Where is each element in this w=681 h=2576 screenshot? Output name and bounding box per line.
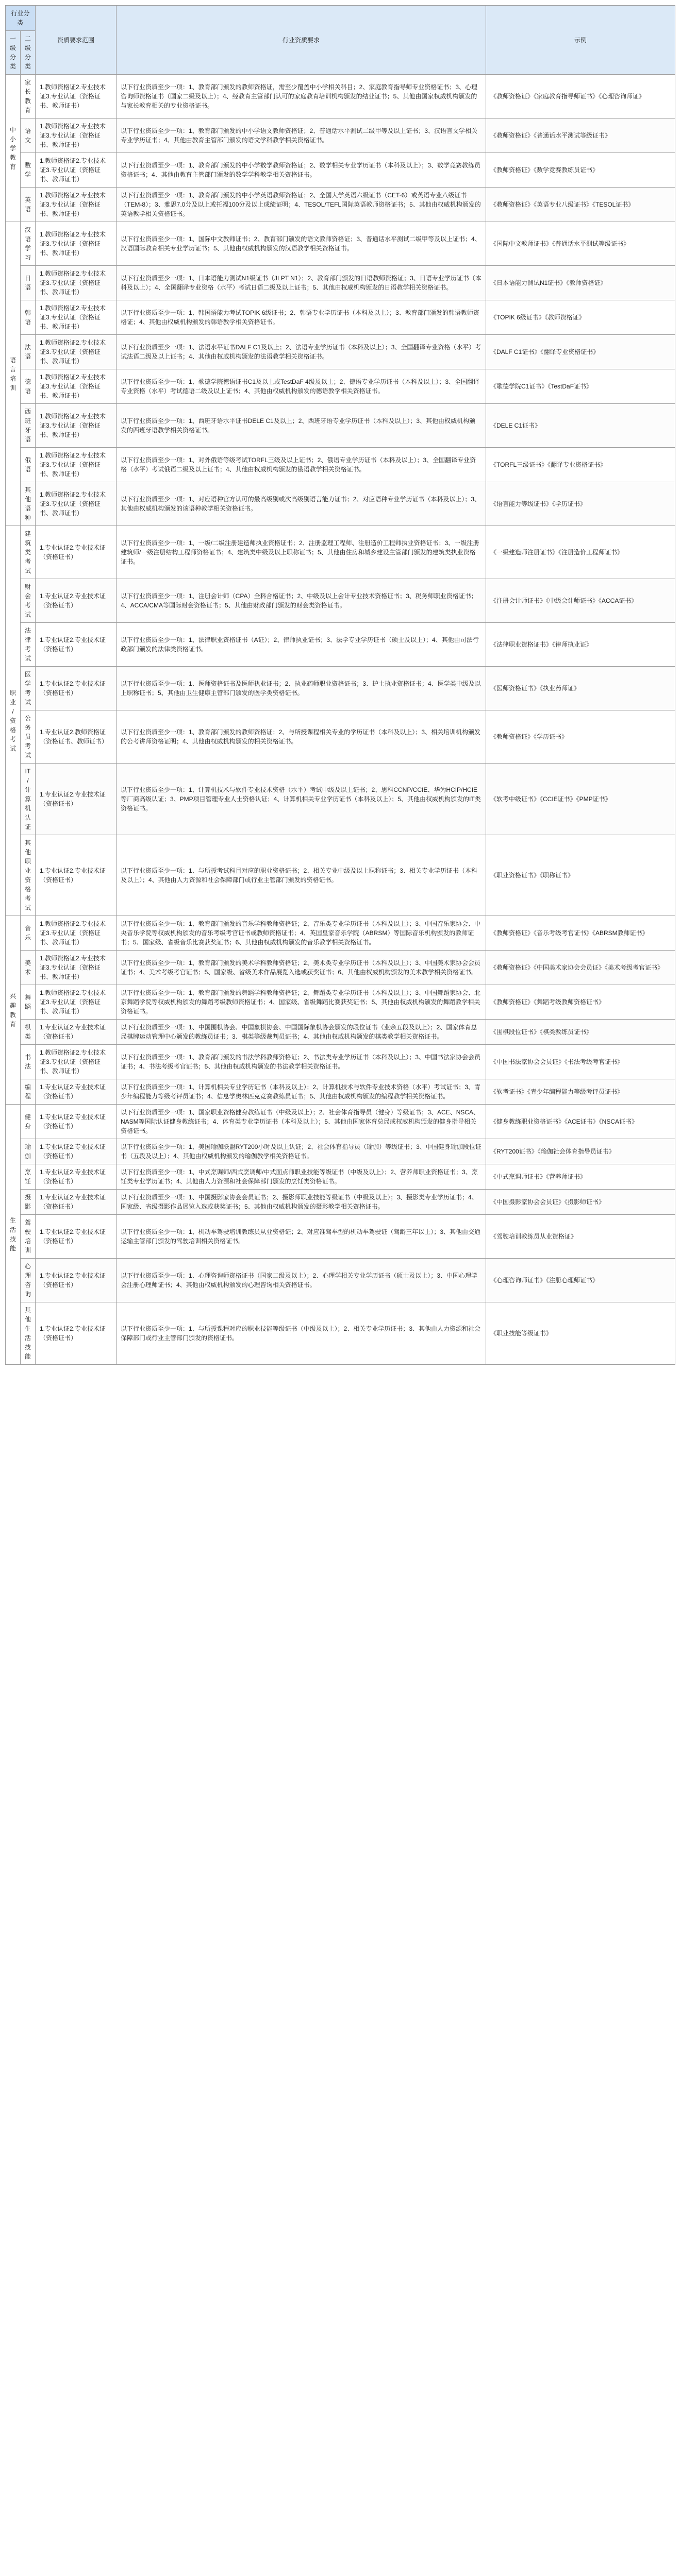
- table-row: [6, 1020, 675, 1045]
- category-group-header: 行业分类: [6, 6, 36, 31]
- requirement-cell: 1.专业认证2.专业技术证（资格证书）: [36, 764, 117, 835]
- standard-cell: 以下行业资质至少一项：1、教育部门颁发的美术学科教师资格证；2、美术类专业学历证书（本科及以上）；3、中国美术家协会会员证书；4、美术考级考官证书；5、国家级、省级美术作品展览入选或获奖证书；6、其他由权威机构颁发的美术教学相关资格证书。: [117, 951, 486, 985]
- standard-cell: 以下行业资质至少一项：1、教育部门颁发的教师资格证，需至少覆盖中小学相关科目；2、家庭教育指导师专业资格证书；3、心理咨询师资格证书（国家二级及以上）；4、经教育主管部门认可的家庭教育培训机构颁发的结业证书；5、其他由国家权威机构颁发的与家长教育相关的专业资格证书。: [117, 75, 486, 118]
- standard-cell: 以下行业资质至少一项：1、与所授课程对应的职业技能等级证书（中级及以上）；2、相关专业学历证书；3、其他由人力资源和社会保障部门或行业主管部门颁发的资格证书。: [117, 1302, 486, 1365]
- requirement-cell: 1.教师资格证2.专业技术证3.专业认证（资格证书、教师证书）: [36, 335, 117, 369]
- example-cell: 《DALF C1证书》《翻译专业资格证书》: [486, 335, 675, 369]
- table-row: [6, 188, 675, 222]
- example-header: 示例: [486, 6, 675, 75]
- example-cell: 《教师资格证》《数学竞赛教练员证书》: [486, 153, 675, 188]
- requirement-cell: 1.教师资格证2.专业技术证3.专业认证（资格证书、教师证书）: [36, 448, 117, 482]
- level2-category: 法律考试: [21, 623, 36, 667]
- table-row: [6, 1164, 675, 1190]
- level2-category: 医学考试: [21, 667, 36, 710]
- requirement-cell: 1.专业认证2.专业技术证（资格证书）: [36, 1105, 117, 1139]
- example-cell: 《一级建造师注册证书》《注册造价工程师证书》: [486, 526, 675, 579]
- level2-category: 家长教育: [21, 75, 36, 118]
- qualification-table: [5, 5, 675, 1365]
- standard-cell: 以下行业资质至少一项：1、西班牙语水平证书DELE C1及以上；2、西班牙语专业学历证书（本科及以上）；3、其他由权威机构颁发的西班牙语教学相关资格证书。: [117, 404, 486, 448]
- table-row: [6, 1105, 675, 1139]
- requirement-cell: 1.专业认证2.专业技术证（资格证书）: [36, 526, 117, 579]
- requirement-cell: 1.专业认证2.专业技术证（资格证书）: [36, 667, 117, 710]
- standard-header: 行业资质要求: [117, 6, 486, 75]
- level2-category: 数学: [21, 153, 36, 188]
- level2-category: 驾驶培训: [21, 1215, 36, 1259]
- table-row: [6, 153, 675, 188]
- level2-category: 其他语种: [21, 482, 36, 526]
- example-cell: 《职业技能等级证书》: [486, 1302, 675, 1365]
- table-row: [6, 835, 675, 916]
- table-row: [6, 118, 675, 153]
- level1-category: 兴趣教育: [6, 916, 21, 1105]
- requirement-cell: 1.教师资格证2.专业技术证3.专业认证（资格证书、教师证书）: [36, 118, 117, 153]
- table-row: [6, 369, 675, 404]
- level1-header: 一级分类: [6, 31, 21, 75]
- example-cell: 《中式烹调师证书》《营养师证书》: [486, 1164, 675, 1190]
- table-row: [6, 951, 675, 985]
- level2-category: 美术: [21, 951, 36, 985]
- standard-cell: 以下行业资质至少一项：1、心理咨询师资格证书（国家二级及以上）；2、心理学相关专业学历证书（硕士及以上）；3、中国心理学会注册心理师证书；4、其他由权威机构颁发的心理咨询相关资格证书。: [117, 1259, 486, 1302]
- table-row: [6, 1079, 675, 1105]
- table-row: [6, 75, 675, 118]
- table-row: [6, 710, 675, 764]
- requirement-cell: 1.专业认证2.教师资格证（资格证书、教师证书）: [36, 710, 117, 764]
- table-row: [6, 335, 675, 369]
- level2-category: 德语: [21, 369, 36, 404]
- example-cell: 《歌德学院C1证书》《TestDaF证书》: [486, 369, 675, 404]
- example-cell: 《职业资格证书》《职称证书》: [486, 835, 675, 916]
- example-cell: 《教师资格证》《普通话水平测试等级证书》: [486, 118, 675, 153]
- table-row: [6, 985, 675, 1020]
- table-row: [6, 404, 675, 448]
- standard-cell: 以下行业资质至少一项：1、法律职业资格证书（A证）；2、律师执业证书；3、法学专业学历证书（硕士及以上）；4、其他由司法行政部门颁发的法律类资格证书。: [117, 623, 486, 667]
- example-cell: 《软考中级证书》《CCIE证书》《PMP证书》: [486, 764, 675, 835]
- example-cell: 《语言能力等级证书》《学历证书》: [486, 482, 675, 526]
- standard-cell: 以下行业资质至少一项：1、日本语能力测试N1级证书（JLPT N1）；2、教育部门颁发的日语教师资格证；3、日语专业学历证书（本科及以上）；4、全国翻译专业资格（水平）考试日语二级及以上证书；5、其他由权威机构颁发的日语教学相关资格证书。: [117, 266, 486, 300]
- level1-category: 生活技能: [6, 1105, 21, 1365]
- table-row: [6, 222, 675, 266]
- requirement-cell: 1.教师资格证2.专业技术证3.专业认证（资格证书、教师证书）: [36, 369, 117, 404]
- table-row: [6, 667, 675, 710]
- example-cell: 《TOPIK 6级证书》《教师资格证》: [486, 300, 675, 335]
- requirement-cell: 1.教师资格证2.专业技术证3.专业认证（资格证书、教师证书）: [36, 951, 117, 985]
- requirement-cell: 1.教师资格证2.专业技术证3.专业认证（资格证书、教师证书）: [36, 153, 117, 188]
- example-cell: 《心理咨询师证书》《注册心理师证书》: [486, 1259, 675, 1302]
- level2-category: 汉语学习: [21, 222, 36, 266]
- standard-cell: 以下行业资质至少一项：1、教育部门颁发的舞蹈学科教师资格证；2、舞蹈类专业学历证书（本科及以上）；3、中国舞蹈家协会、北京舞蹈学院等权威机构颁发的舞蹈考级教师资格证书；4、国家级、省级舞蹈比赛获奖证书；5、其他由权威机构颁发的舞蹈教学相关资格证书。: [117, 985, 486, 1020]
- standard-cell: 以下行业资质至少一项：1、一级/二级注册建造师执业资格证书；2、注册监理工程师、注册造价工程师执业资格证书；3、一级注册建筑师/一级注册结构工程师资格证书；4、建筑类中级及以上职称证书；5、其他由住房和城乡建设主管部门颁发的建筑类执业资格证书。: [117, 526, 486, 579]
- table-row: [6, 916, 675, 951]
- requirement-cell: 1.教师资格证2.专业技术证3.专业认证（资格证书、教师证书）: [36, 300, 117, 335]
- example-cell: 《医师资格证书》《执业药师证》: [486, 667, 675, 710]
- example-cell: 《中国摄影家协会会员证》《摄影师证书》: [486, 1190, 675, 1215]
- requirement-cell: 1.教师资格证2.专业技术证3.专业认证（资格证书、教师证书）: [36, 985, 117, 1020]
- level2-category: 其他生活技能: [21, 1302, 36, 1365]
- requirement-cell: 1.教师资格证2.专业技术证3.专业认证（资格证书、教师证书）: [36, 1045, 117, 1079]
- standard-cell: 以下行业资质至少一项：1、法语水平证书DALF C1及以上；2、法语专业学历证书（本科及以上）；3、全国翻译专业资格（水平）考试法语二级及以上证书；4、其他由权威机构颁发的法语教学相关资格证书。: [117, 335, 486, 369]
- standard-cell: 以下行业资质至少一项：1、计算机相关专业学历证书（本科及以上）；2、计算机技术与软件专业技术资格（水平）考试证书；3、青少年编程能力等级考评员证书；4、信息学奥林匹克竞赛教练员证书；5、其他由权威机构颁发的编程教学相关资格证书。: [117, 1079, 486, 1105]
- example-cell: 《围棋段位证书》《棋类教练员证书》: [486, 1020, 675, 1045]
- standard-cell: 以下行业资质至少一项：1、教育部门颁发的书法学科教师资格证；2、书法类专业学历证书（本科及以上）；3、中国书法家协会会员证书；4、书法考级考官证书；5、其他由权威机构颁发的书法教学相关资格证书。: [117, 1045, 486, 1079]
- table-row: [6, 1045, 675, 1079]
- level2-category: 俄语: [21, 448, 36, 482]
- level2-category: 财会考试: [21, 579, 36, 623]
- table-row: [6, 579, 675, 623]
- level1-category: 中小学教育: [6, 75, 21, 222]
- standard-cell: 以下行业资质至少一项：1、教育部门颁发的中小学语文教师资格证；2、普通话水平测试二级甲等及以上证书；3、汉语言文学相关专业学历证书；4、其他由教育主管部门颁发的语文学科教学相关资格证书。: [117, 118, 486, 153]
- level2-category: 法语: [21, 335, 36, 369]
- standard-cell: 以下行业资质至少一项：1、教育部门颁发的教师资格证；2、与所授课程相关专业的学历证书（本科及以上）；3、相关培训机构颁发的公考讲师资格证明；4、其他由权威机构颁发的相关资格证书。: [117, 710, 486, 764]
- level2-category: 健身: [21, 1105, 36, 1139]
- standard-cell: 以下行业资质至少一项：1、注册会计师（CPA）全科合格证书；2、中级及以上会计专业技术资格证书；3、税务师职业资格证书；4、ACCA/CMA等国际财会资格证书；5、其他由财政部门颁发的财会类资格证书。: [117, 579, 486, 623]
- standard-cell: 以下行业资质至少一项：1、韩国语能力考试TOPIK 6级证书；2、韩语专业学历证书（本科及以上）；3、教育部门颁发的韩语教师资格证；4、其他由权威机构颁发的韩语教学相关资格证书。: [117, 300, 486, 335]
- table-row: [6, 482, 675, 526]
- table-row: [6, 526, 675, 579]
- level2-category: 编程: [21, 1079, 36, 1105]
- requirement-cell: 1.专业认证2.专业技术证（资格证书）: [36, 1215, 117, 1259]
- level2-category: 瑜伽: [21, 1139, 36, 1164]
- level2-category: 摄影: [21, 1190, 36, 1215]
- table-row: [6, 266, 675, 300]
- requirement-cell: 1.专业认证2.专业技术证（资格证书）: [36, 1020, 117, 1045]
- example-cell: 《教师资格证》《中国美术家协会会员证》《美术考级考官证书》: [486, 951, 675, 985]
- table-row: [6, 300, 675, 335]
- requirement-cell: 1.教师资格证2.专业技术证3.专业认证（资格证书、教师证书）: [36, 916, 117, 951]
- example-cell: 《教师资格证》《家庭教育指导师证书》《心理咨询师证》: [486, 75, 675, 118]
- requirement-cell: 1.专业认证2.专业技术证（资格证书）: [36, 623, 117, 667]
- level2-category: 舞蹈: [21, 985, 36, 1020]
- standard-cell: 以下行业资质至少一项：1、医师资格证书及医师执业证书；2、执业药师职业资格证书；3、护士执业资格证书；4、医学类中级及以上职称证书；5、其他由卫生健康主管部门颁发的医学类资格证书。: [117, 667, 486, 710]
- requirement-header: 资质要求范围: [36, 6, 117, 75]
- example-cell: 《注册会计师证书》《中级会计师证书》《ACCA证书》: [486, 579, 675, 623]
- standard-cell: 以下行业资质至少一项：1、国际中文教师证书；2、教育部门颁发的语文教师资格证；3、普通话水平测试二级甲等及以上证书；4、汉语国际教育相关专业学历证书；5、其他由权威机构颁发的汉语教学相关资格证书。: [117, 222, 486, 266]
- table-row: [6, 623, 675, 667]
- standard-cell: 以下行业资质至少一项：1、机动车驾驶培训教练员从业资格证；2、对应准驾车型的机动车驾驶证（驾龄三年以上）；3、其他由交通运输主管部门颁发的驾驶培训相关资格证书。: [117, 1215, 486, 1259]
- level2-category: 建筑类考试: [21, 526, 36, 579]
- level2-category: 日语: [21, 266, 36, 300]
- level2-category: 韩语: [21, 300, 36, 335]
- standard-cell: 以下行业资质至少一项：1、美国瑜伽联盟RYT200小时及以上认证；2、社会体育指导员（瑜伽）等级证书；3、中国健身瑜伽段位证书（五段及以上）；4、其他由权威机构颁发的瑜伽教学相关资格证书。: [117, 1139, 486, 1164]
- example-cell: 《教师资格证》《英语专业八级证书》《TESOL证书》: [486, 188, 675, 222]
- requirement-cell: 1.专业认证2.专业技术证（资格证书）: [36, 1079, 117, 1105]
- example-cell: 《健身教练职业资格证书》《ACE证书》《NSCA证书》: [486, 1105, 675, 1139]
- level1-category: 语言培训: [6, 222, 21, 526]
- example-cell: 《软考证书》《青少年编程能力等级考评员证书》: [486, 1079, 675, 1105]
- standard-cell: 以下行业资质至少一项：1、中国摄影家协会会员证书；2、摄影师职业技能等级证书（中级及以上）；3、摄影类专业学历证书；4、国家级、省级摄影作品展览入选或获奖证书；5、其他由权威机构颁发的摄影教学相关资格证书。: [117, 1190, 486, 1215]
- table-row: [6, 1259, 675, 1302]
- level2-category: 语文: [21, 118, 36, 153]
- header-row-group: [6, 6, 675, 31]
- requirement-cell: 1.教师资格证2.专业技术证3.专业认证（资格证书、教师证书）: [36, 266, 117, 300]
- requirement-cell: 1.教师资格证2.专业技术证3.专业认证（资格证书、教师证书）: [36, 404, 117, 448]
- level2-category: 音乐: [21, 916, 36, 951]
- example-cell: 《日本语能力测试N1证书》《教师资格证》: [486, 266, 675, 300]
- requirement-cell: 1.专业认证2.专业技术证（资格证书）: [36, 1302, 117, 1365]
- level2-category: 公务员考试: [21, 710, 36, 764]
- requirement-cell: 1.专业认证2.专业技术证（资格证书）: [36, 835, 117, 916]
- standard-cell: 以下行业资质至少一项：1、中国围棋协会、中国象棋协会、中国国际象棋协会颁发的段位证书（业余五段及以上）；2、国家体育总局棋牌运动管理中心颁发的教练员证书；3、棋类等级裁判员证书；4、其他由权威机构颁发的棋类教学相关资格证书。: [117, 1020, 486, 1045]
- standard-cell: 以下行业资质至少一项：1、对外俄语等级考试TORFL三级及以上证书；2、俄语专业学历证书（本科及以上）；3、全国翻译专业资格（水平）考试俄语二级及以上证书；4、其他由权威机构颁发的俄语教学相关资格证书。: [117, 448, 486, 482]
- standard-cell: 以下行业资质至少一项：1、国家职业资格健身教练证书（中级及以上）；2、社会体育指导员（健身）等级证书；3、ACE、NSCA、NASM等国际认证健身教练证书；4、体育类专业学历证书（本科及以上）；5、其他由国家体育总局或权威机构颁发的健身指导相关资格证书。: [117, 1105, 486, 1139]
- standard-cell: 以下行业资质至少一项：1、计算机技术与软件专业技术资格（水平）考试中级及以上证书；2、思科CCNP/CCIE、华为HCIP/HCIE等厂商高级认证；3、PMP项目管理专业人士资格认证；4、计算机相关专业学历证书（本科及以上）；5、其他由权威机构颁发的IT类资格证书。: [117, 764, 486, 835]
- requirement-cell: 1.教师资格证2.专业技术证3.专业认证（资格证书、教师证书）: [36, 482, 117, 526]
- example-cell: 《国际中文教师证书》《普通话水平测试等级证书》: [486, 222, 675, 266]
- example-cell: 《法律职业资格证书》《律师执业证》: [486, 623, 675, 667]
- level2-category: 英语: [21, 188, 36, 222]
- example-cell: 《TORFL三级证书》《翻译专业资格证书》: [486, 448, 675, 482]
- example-cell: 《RYT200证书》《瑜伽社会体育指导员证书》: [486, 1139, 675, 1164]
- example-cell: 《中国书法家协会会员证》《书法考级考官证书》: [486, 1045, 675, 1079]
- example-cell: 《DELE C1证书》: [486, 404, 675, 448]
- table-row: [6, 764, 675, 835]
- level2-header: 二级分类: [21, 31, 36, 75]
- example-cell: 《教师资格证》《舞蹈考级教师资格证书》: [486, 985, 675, 1020]
- level2-category: 其他职业资格考试: [21, 835, 36, 916]
- standard-cell: 以下行业资质至少一项：1、教育部门颁发的音乐学科教师资格证；2、音乐类专业学历证书（本科及以上）；3、中国音乐家协会、中央音乐学院等权威机构颁发的音乐考级考官证书或教师资格证书；4、英国皇家音乐学院（ABRSM）等国际音乐机构颁发的教师证书；5、国家级、省级音乐比赛获奖证书；6、其他由权威机构颁发的音乐教学相关资格证书。: [117, 916, 486, 951]
- table-row: [6, 1215, 675, 1259]
- level2-category: 心理咨询: [21, 1259, 36, 1302]
- requirement-cell: 1.教师资格证2.专业技术证3.专业认证（资格证书、教师证书）: [36, 222, 117, 266]
- level1-category: 职业/资格考试: [6, 526, 21, 916]
- standard-cell: 以下行业资质至少一项：1、歌德学院德语证书C1及以上或TestDaF 4级及以上；2、德语专业学历证书（本科及以上）；3、全国翻译专业资格（水平）考试德语二级及以上证书；4、其他由权威机构颁发的德语教学相关资格证书。: [117, 369, 486, 404]
- level2-category: 书法: [21, 1045, 36, 1079]
- requirement-cell: 1.教师资格证2.专业技术证3.专业认证（资格证书、教师证书）: [36, 75, 117, 118]
- table-row: [6, 448, 675, 482]
- table-row: [6, 1139, 675, 1164]
- level2-category: 西班牙语: [21, 404, 36, 448]
- level2-category: IT/计算机认证: [21, 764, 36, 835]
- example-cell: 《教师资格证》《学历证书》: [486, 710, 675, 764]
- standard-cell: 以下行业资质至少一项：1、教育部门颁发的中小学英语教师资格证；2、全国大学英语六级证书（CET-6）或英语专业八级证书（TEM-8）；3、雅思7.0分及以上或托福100分及以上成绩证明；4、TESOL/TEFL国际英语教师资格证书；5、其他由权威机构颁发的英语教学相关资格证书。: [117, 188, 486, 222]
- table-row: [6, 1190, 675, 1215]
- level2-category: 烹饪: [21, 1164, 36, 1190]
- requirement-cell: 1.教师资格证2.专业技术证3.专业认证（资格证书、教师证书）: [36, 188, 117, 222]
- requirement-cell: 1.专业认证2.专业技术证（资格证书）: [36, 579, 117, 623]
- requirement-cell: 1.专业认证2.专业技术证（资格证书）: [36, 1259, 117, 1302]
- example-cell: 《驾驶培训教练员从业资格证》: [486, 1215, 675, 1259]
- example-cell: 《教师资格证》《音乐考级考官证书》《ABRSM教师证书》: [486, 916, 675, 951]
- requirement-cell: 1.专业认证2.专业技术证（资格证书）: [36, 1164, 117, 1190]
- standard-cell: 以下行业资质至少一项：1、教育部门颁发的中小学数学教师资格证；2、数学相关专业学历证书（本科及以上）；3、数学竞赛教练员资格证书；4、其他由教育主管部门颁发的数学学科教学相关资格证书。: [117, 153, 486, 188]
- table-row: [6, 1302, 675, 1365]
- requirement-cell: 1.专业认证2.专业技术证（资格证书）: [36, 1139, 117, 1164]
- table-body: [6, 75, 675, 1365]
- requirement-cell: 1.专业认证2.专业技术证（资格证书）: [36, 1190, 117, 1215]
- standard-cell: 以下行业资质至少一项：1、对应语种官方认可的最高级别或次高级别语言能力证书；2、对应语种专业学历证书（本科及以上）；3、其他由权威机构颁发的该语种教学相关资格证书。: [117, 482, 486, 526]
- standard-cell: 以下行业资质至少一项：1、中式烹调师/西式烹调师/中式面点师职业技能等级证书（中级及以上）；2、营养师职业资格证书；3、烹饪类专业学历证书；4、其他由人力资源和社会保障部门颁发的烹饪类资格证书。: [117, 1164, 486, 1190]
- level2-category: 棋类: [21, 1020, 36, 1045]
- standard-cell: 以下行业资质至少一项：1、与所授考试科目对应的职业资格证书；2、相关专业中级及以上职称证书；3、相关专业学历证书（本科及以上）；4、其他由人力资源和社会保障部门或行业主管部门颁发的资格证书。: [117, 835, 486, 916]
